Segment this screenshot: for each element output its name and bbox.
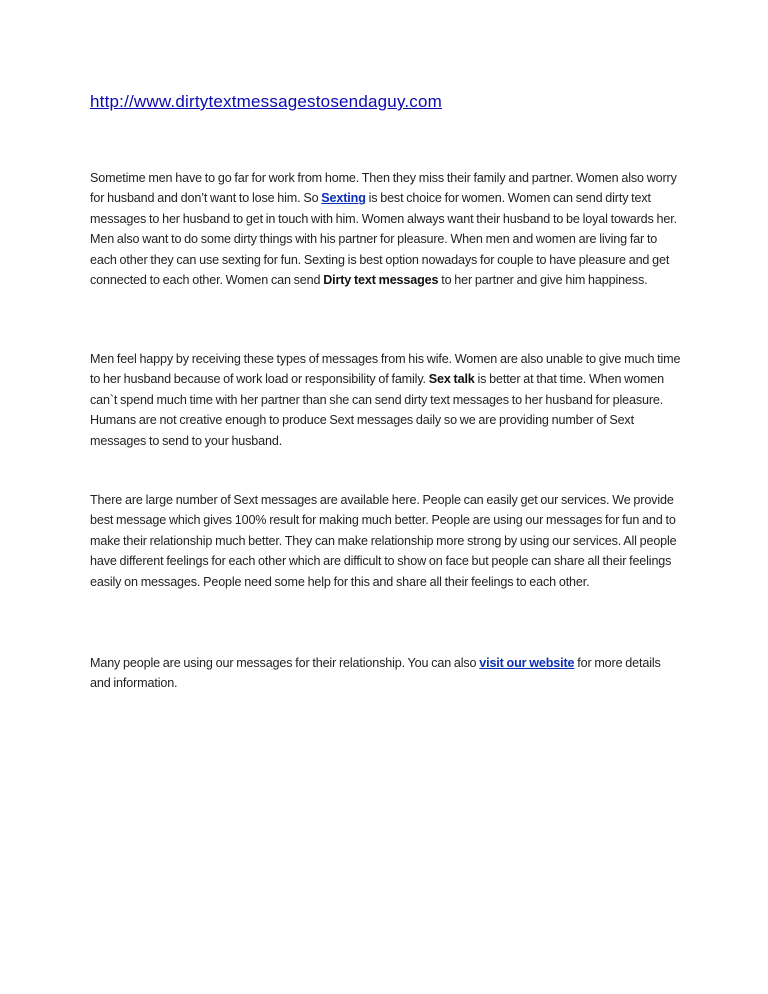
paragraph-3-text: There are large number of Sext messages are available here. People can easily get our services. We provide best message which gives 100% result for making much better. People are using our messages for fun and to make their relationship much better. They can make relationship more strong by using our services. All people have different feelings for each other which are difficult to show on face but people can share all their feelings easily on messages. People need some help for this and share all their feelings to each other.	[90, 493, 677, 589]
sexting-link[interactable]: Sexting	[321, 191, 366, 206]
paragraph-1-text-b: is best choice for women. Women can send dirty text messages to her husband to get in touch with him. Women always want their husband to be loyal towards her. Men also want to do some dirty things with his partner for pleasure. When men and women are living far to each other they can use sexting for fun. Sexting is best option nowadays for couple to have pleasure and get connected to each other. Women can send	[90, 191, 677, 288]
paragraph-2	[90, 349, 684, 451]
paragraph-3	[90, 490, 684, 592]
paragraph-1-text-c: to her partner and give him happiness.	[438, 273, 648, 288]
dirty-text-messages-bold: Dirty text messages	[323, 273, 439, 288]
paragraph-1-text-a: Sometime men have to go far for work from home. Then they miss their family and partner. Women also worry for husband and don’t want to lose him. So	[90, 171, 677, 206]
paragraph-1	[90, 168, 684, 290]
paragraph-4	[90, 653, 684, 694]
site-url-link[interactable]: http://www.dirtytextmessagestosendaguy.com	[90, 92, 443, 111]
paragraph-4-text-a: Many people are using our messages for their relationship. You can also	[90, 656, 480, 670]
visit-website-link[interactable]: visit our website	[479, 656, 575, 670]
paragraph-4-text-b: for more details and information.	[90, 656, 661, 691]
paragraph-2-text-a: Men feel happy by receiving these types of messages from his wife. Women are also unable to give much time to her husband because of work load or responsibility of family.	[90, 352, 681, 387]
sex-talk-bold: Sex talk	[428, 372, 475, 387]
paragraph-2-text-b: is better at that time. When women can`t spend much time with her partner than she can send dirty text messages to her husband for pleasure. Humans are not creative enough to produce Sext messages daily so we are providing number of Sext messages to send to your husband.	[90, 372, 664, 448]
